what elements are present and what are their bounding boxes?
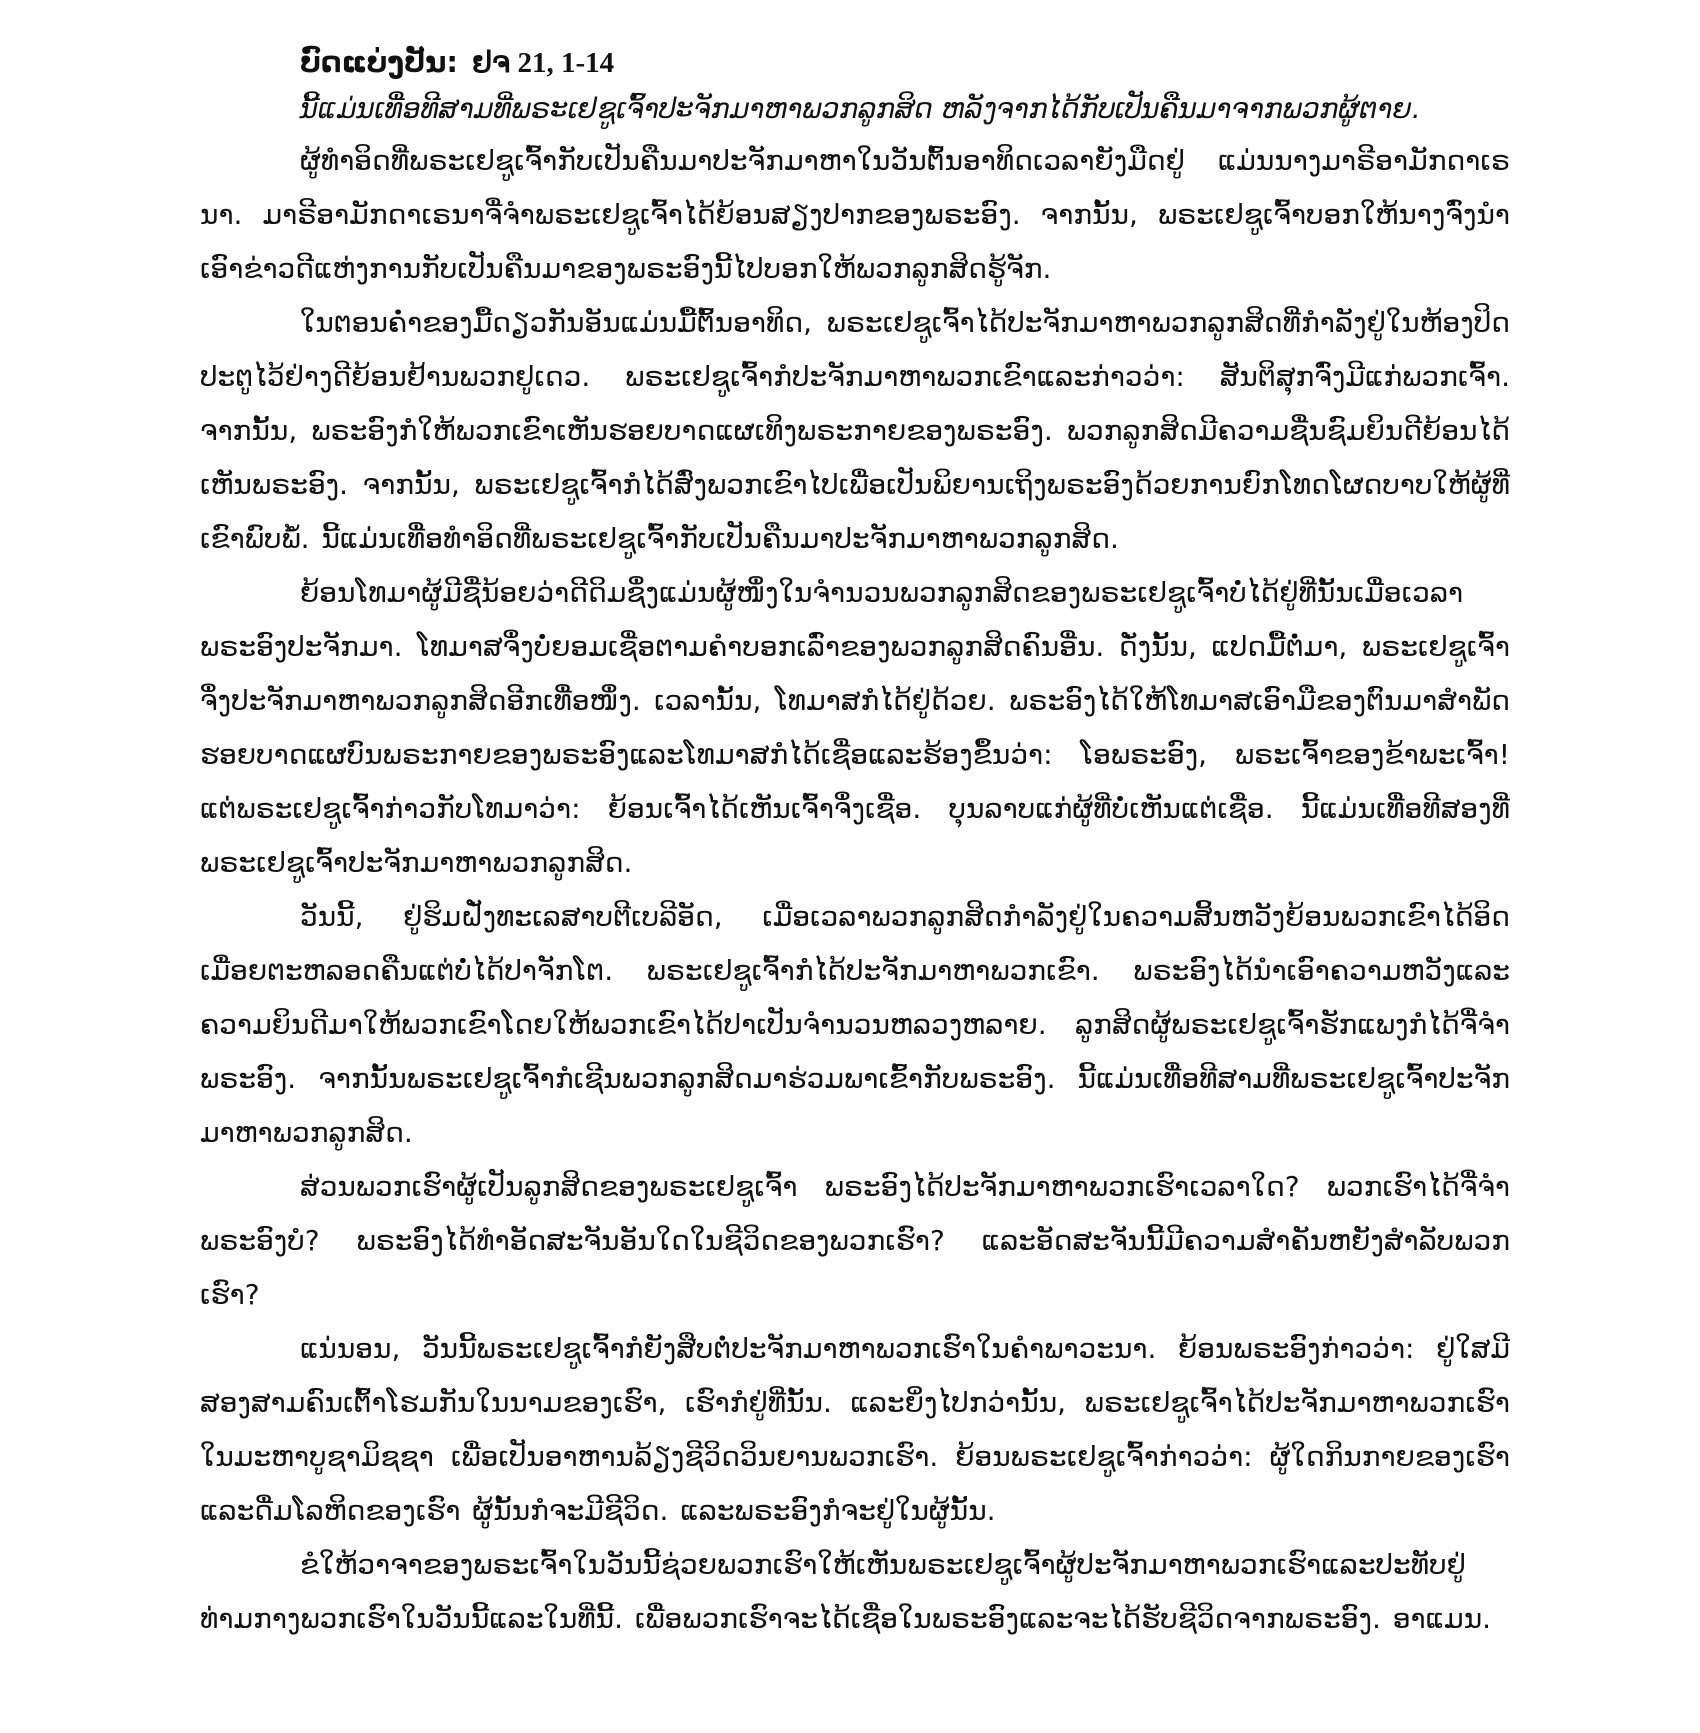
intro-line: ນີ້ແມ່ນເທື່ອທີສາມທີ່ພຣະເຢຊູເຈົ້າປະຈັກມາຫາພວກລູກສິດ ຫລັງຈາກໄດ້ກັບເປັນຄືນມາຈາກພວກຜູ້ຕາຍ.: [300, 92, 1421, 125]
paragraph: ໃນຕອນຄ່ຳຂອງມື້ດຽວກັນອັນແມ່ນມື້ຕົ້ນອາທິດ, ພຣະເຢຊູເຈົ້າໄດ້ປະຈັກມາຫາພວກລູກສິດທີ່ກຳລັງຢູ່ໃນຫ້ອງປິດປະຕູໄວ້ຢ່າງດີຍ້ອນຢ້ານພວກຢູເດວ. ພຣະເຢຊູເຈົ້າກໍປະຈັກມາຫາພວກເຂົາແລະກ່າວວ່າ: ສັນຕິສຸກຈົ່ງມີແກ່ພວກເຈົ້າ. ຈາກນັ້ນ, ພຣະອົງກໍໃຫ້ພວກເຂົາເຫັນຮອຍບາດແຜເທິງພຣະກາຍຂອງພຣະອົງ. ພວກລູກສິດມີຄວາມຊື່ນຊົມຍິນດີຍ້ອນໄດ້ເຫັນພຣະອົງ. ຈາກນັ້ນ, ພຣະເຢຊູເຈົ້າກໍໄດ້ສົ່ງພວກເຂົາໄປເພື່ອເປັນພິຍານເຖິງພຣະອົງດ້ວຍການຍົກໂທດໂຜດບາບໃຫ້ຜູ້ທີ່ເຂົາພົບພໍ້. ນີ້ແມ່ນເທື່ອທຳອິດທີ່ພຣະເຢຊູເຈົ້າກັບເປັນຄືນມາປະຈັກມາຫາພວກລູກສິດ.: [200, 306, 1510, 555]
paragraph: ຂໍໃຫ້ວາຈາຂອງພຣະເຈົ້າໃນວັນນີ້ຊ່ວຍພວກເຮົາໃຫ້ເຫັນພຣະເຢຊູເຈົ້າຜູ້ປະຈັກມາຫາພວກເຮົາແລະປະທັບຢູ່ທ່າມກາງພວກເຮົາໃນວັນນີ້ແລະໃນທີ່ນີ້. ເພື່ອພວກເຮົາຈະໄດ້ເຊື່ອໃນພຣະອົງແລະຈະໄດ້ຮັບຊີວິດຈາກພຣະອົງ. ອາແມນ.: [200, 1548, 1492, 1635]
sermon-heading: [300, 40, 1510, 84]
paragraph: ສ່ວນພວກເຮົາຜູ້ເປັນລູກສິດຂອງພຣະເຢຊູເຈົ້າ ພຣະອົງໄດ້ປະຈັກມາຫາພວກເຮົາເວລາໃດ? ພວກເຮົາໄດ້ຈື່ຈຳພຣະອົງບໍ? ພຣະອົງໄດ້ທຳອັດສະຈັນອັນໃດໃນຊີວິດຂອງພວກເຮົາ? ແລະອັດສະຈັນນີ້ມີຄວາມສຳຄັນຫຍັງສຳລັບພວກເຮົາ?: [200, 1170, 1510, 1311]
paragraph: ຍ້ອນໂທມາຜູ້ມີຊື່ນ້ອຍວ່າດີດິມຊຶ່ງແມ່ນຜູ້ໜຶ່ງໃນຈຳນວນພວກລູກສິດຂອງພຣະເຢຊູເຈົ້າບໍ່ໄດ້ຢູ່ທີ່ນັ້ນເມື່ອເວລາພຣະອົງປະຈັກມາ. ໂທມາສຈຶ່ງບໍ່ຍອມເຊື່ອຕາມຄຳບອກເລົ່າຂອງພວກລູກສິດຄົນອື່ນ. ດັ່ງນັ້ນ, ແປດມື້ຕໍ່ມາ, ພຣະເຢຊູເຈົ້າຈຶ່ງປະຈັກມາຫາພວກລູກສິດອີກເທື່ອໜຶ່ງ. ເວລານັ້ນ, ໂທມາສກໍໄດ້ຢູ່ດ້ວຍ. ພຣະອົງໄດ້ໃຫ້ໂທມາສເອົາມືຂອງຕົນມາສຳພັດຮອຍບາດແຜບົນພຣະກາຍຂອງພຣະອົງແລະໂທມາສກໍໄດ້ເຊື່ອແລະຮ້ອງຂຶ້ນວ່າ: ໂອພຣະອົງ, ພຣະເຈົ້າຂອງຂ້າພະເຈົ້າ! ແຕ່ພຣະເຢຊູເຈົ້າກ່າວກັບໂທມາວ່າ: ຍ້ອນເຈົ້າໄດ້ເຫັນເຈົ້າຈຶ່ງເຊື່ອ. ບຸນລາບແກ່ຜູ້ທີ່ບໍ່ເຫັນແຕ່ເຊື່ອ. ນີ້ແມ່ນເທື່ອທີສອງທີ່ພຣະເຢຊູເຈົ້າປະຈັກມາຫາພວກລູກສິດ.: [200, 576, 1510, 879]
paragraph: ວັນນີ້, ຢູ່ຮິມຝັ່ງທະເລສາບຕີເບລີອັດ, ເມື່ອເວລາພວກລູກສິດກຳລັງຢູ່ໃນຄວາມສິ້ນຫວັງຍ້ອນພວກເຂົາໄດ້ອິດເມື່ອຍຕະຫລອດຄືນແຕ່ບໍ່ໄດ້ປາຈັກໂຕ. ພຣະເຢຊູເຈົ້າກໍໄດ້ປະຈັກມາຫາພວກເຂົາ. ພຣະອົງໄດ້ນຳເອົາຄວາມຫວັງແລະຄວາມຍິນດີມາໃຫ້ພວກເຂົາໂດຍໃຫ້ພວກເຂົາໄດ້ປາເປັນຈຳນວນຫລວງຫລາຍ. ລູກສິດຜູ້ພຣະເຢຊູເຈົ້າຮັກແພງກໍໄດ້ຈື່ຈຳພຣະອົງ. ຈາກນັ້ນພຣະເຢຊູເຈົ້າກໍເຊີນພວກລູກສິດມາຮ່ວມພາເຂົ້າກັບພຣະອົງ. ນີ້ແມ່ນເທື່ອທີສາມທີ່ພຣະເຢຊູເຈົ້າປະຈັກມາຫາພວກລູກສິດ.: [200, 900, 1510, 1149]
paragraph: ຜູ້ທຳອິດທີ່ພຣະເຢຊູເຈົ້າກັບເປັນຄືນມາປະຈັກມາຫາໃນວັນຕົ້ນອາທິດເວລາຍັງມືດຢູ່ ແມ່ນນາງມາຣີອາມັກດາເຣນາ. ມາຣີອາມັກດາເຣນາຈື່ຈຳພຣະເຢຊູເຈົ້າໄດ້ຍ້ອນສຽງປາກຂອງພຣະອົງ. ຈາກນັ້ນ, ພຣະເຢຊູເຈົ້າບອກໃຫ້ນາງຈົ່ງນຳເອົາຂ່າວດີແຫ່ງການກັບເປັນຄືນມາຂອງພຣະອົງນີ້ໄປບອກໃຫ້ພວກລູກສິດຮູ້ຈັກ.: [200, 144, 1510, 285]
paragraph: ແນ່ນອນ, ວັນນີ້ພຣະເຢຊູເຈົ້າກໍຍັງສືບຕໍ່ປະຈັກມາຫາພວກເຮົາໃນຄຳພາວະນາ. ຍ້ອນພຣະອົງກ່າວວ່າ: ຢູ່ໃສມີສອງສາມຄົນເຕົ້າໂຮມກັນໃນນາມຂອງເຮົາ, ເຮົາກໍຢູ່ທີ່ນັ້ນ. ແລະຍິ່ງໄປກວ່ານັ້ນ, ພຣະເຢຊູເຈົ້າໄດ້ປະຈັກມາຫາພວກເຮົາໃນມະຫາບູຊາມິຊຊາ ເພື່ອເປັນອາຫານລ້ຽງຊີວິດວິນຍານພວກເຮົາ. ຍ້ອນພຣະເຢຊູເຈົ້າກ່າວວ່າ: ຜູ້ໃດກິນກາຍຂອງເຮົາແລະດື່ມໂລຫິດຂອງເຮົາ ຜູ້ນັ້ນກໍຈະມີຊີວິດ. ແລະພຣະອົງກໍຈະຢູ່ໃນຜູ້ນັ້ນ.: [200, 1332, 1510, 1527]
scripture-reference: ຢຈ 21, 1-14: [472, 47, 615, 79]
heading-label: ບົດແບ່ງປັນ:: [300, 45, 458, 79]
document-body: [200, 40, 1510, 1646]
